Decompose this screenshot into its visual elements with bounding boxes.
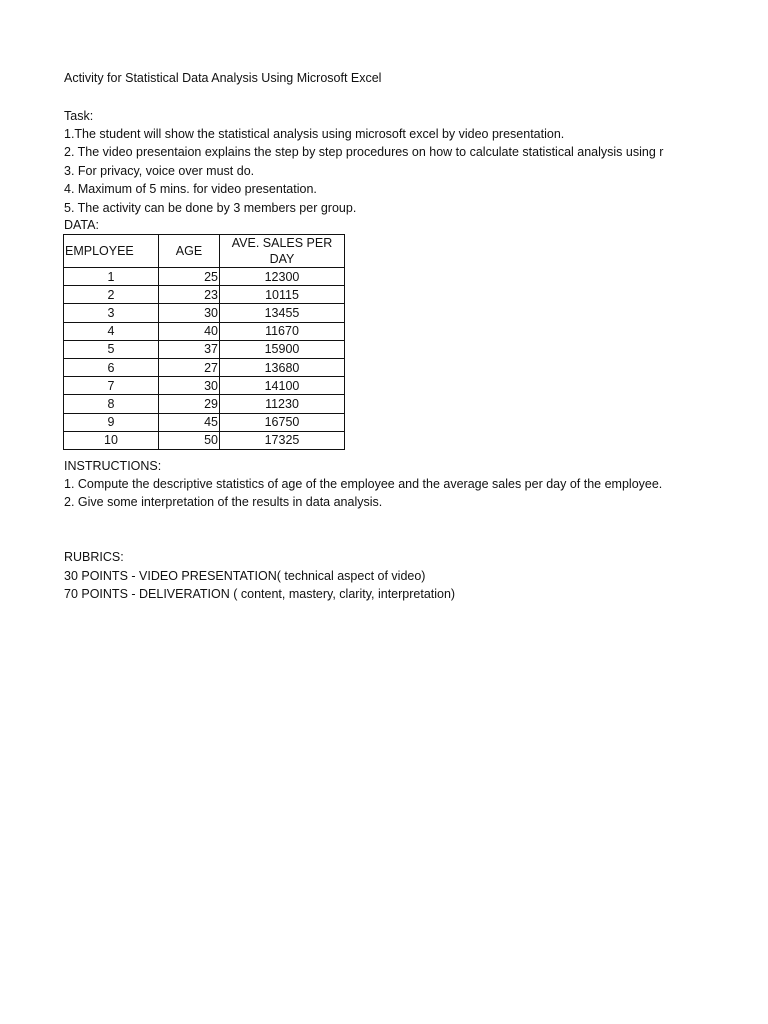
cell-age: 29: [159, 395, 220, 413]
cell-employee: 8: [64, 395, 159, 413]
cell-age: 25: [159, 268, 220, 286]
column-header-employee: EMPLOYEE: [64, 235, 159, 268]
cell-sales: 14100: [220, 377, 345, 395]
cell-age: 40: [159, 322, 220, 340]
cell-sales: 12300: [220, 268, 345, 286]
table-row: [64, 322, 345, 340]
table-row: [64, 377, 345, 395]
cell-sales: 15900: [220, 340, 345, 358]
cell-sales: 16750: [220, 413, 345, 431]
cell-age: 45: [159, 413, 220, 431]
table-row: [64, 413, 345, 431]
instructions-heading: INSTRUCTIONS:: [64, 459, 162, 473]
cell-employee: 2: [64, 286, 159, 304]
task-item-2: 2. The video presentaion explains the step by step procedures on how to calculate statistical analysis using r: [64, 145, 664, 159]
table-row: [64, 340, 345, 358]
column-header-age: AGE: [159, 235, 220, 268]
table-row: [64, 268, 345, 286]
cell-sales: 11230: [220, 395, 345, 413]
employee-data-table: [63, 234, 345, 450]
task-item-1: 1.The student will show the statistical analysis using microsoft excel by video presentation.: [64, 127, 565, 141]
cell-sales: 10115: [220, 286, 345, 304]
rubric-item-1: 30 POINTS - VIDEO PRESENTATION( technical aspect of video): [64, 569, 426, 583]
table-row: [64, 358, 345, 376]
cell-age: 23: [159, 286, 220, 304]
instruction-item-1: 1. Compute the descriptive statistics of age of the employee and the average sales per day of the employee.: [64, 477, 663, 491]
cell-age: 30: [159, 377, 220, 395]
table-row: [64, 286, 345, 304]
cell-age: 27: [159, 358, 220, 376]
cell-age: 30: [159, 304, 220, 322]
document-title: Activity for Statistical Data Analysis Using Microsoft Excel: [64, 71, 382, 85]
cell-employee: 7: [64, 377, 159, 395]
cell-employee: 10: [64, 431, 159, 449]
cell-employee: 5: [64, 340, 159, 358]
cell-employee: 6: [64, 358, 159, 376]
cell-sales: 17325: [220, 431, 345, 449]
cell-employee: 3: [64, 304, 159, 322]
cell-employee: 9: [64, 413, 159, 431]
cell-sales: 11670: [220, 322, 345, 340]
cell-age: 50: [159, 431, 220, 449]
table-row: [64, 431, 345, 449]
data-heading: DATA:: [64, 218, 99, 232]
task-item-5: 5. The activity can be done by 3 members per group.: [64, 201, 357, 215]
rubrics-heading: RUBRICS:: [64, 550, 124, 564]
cell-age: 37: [159, 340, 220, 358]
rubric-item-2: 70 POINTS - DELIVERATION ( content, mastery, clarity, interpretation): [64, 587, 456, 601]
task-item-3: 3. For privacy, voice over must do.: [64, 164, 255, 178]
instruction-item-2: 2. Give some interpretation of the results in data analysis.: [64, 495, 383, 509]
cell-employee: 1: [64, 268, 159, 286]
table-row: [64, 395, 345, 413]
table-header-row: [64, 235, 345, 268]
column-header-sales: AVE. SALES PER DAY: [220, 235, 345, 268]
table-row: [64, 304, 345, 322]
task-heading: Task:: [64, 109, 94, 123]
cell-sales: 13455: [220, 304, 345, 322]
cell-sales: 13680: [220, 358, 345, 376]
cell-employee: 4: [64, 322, 159, 340]
task-item-4: 4. Maximum of 5 mins. for video presentation.: [64, 182, 317, 196]
